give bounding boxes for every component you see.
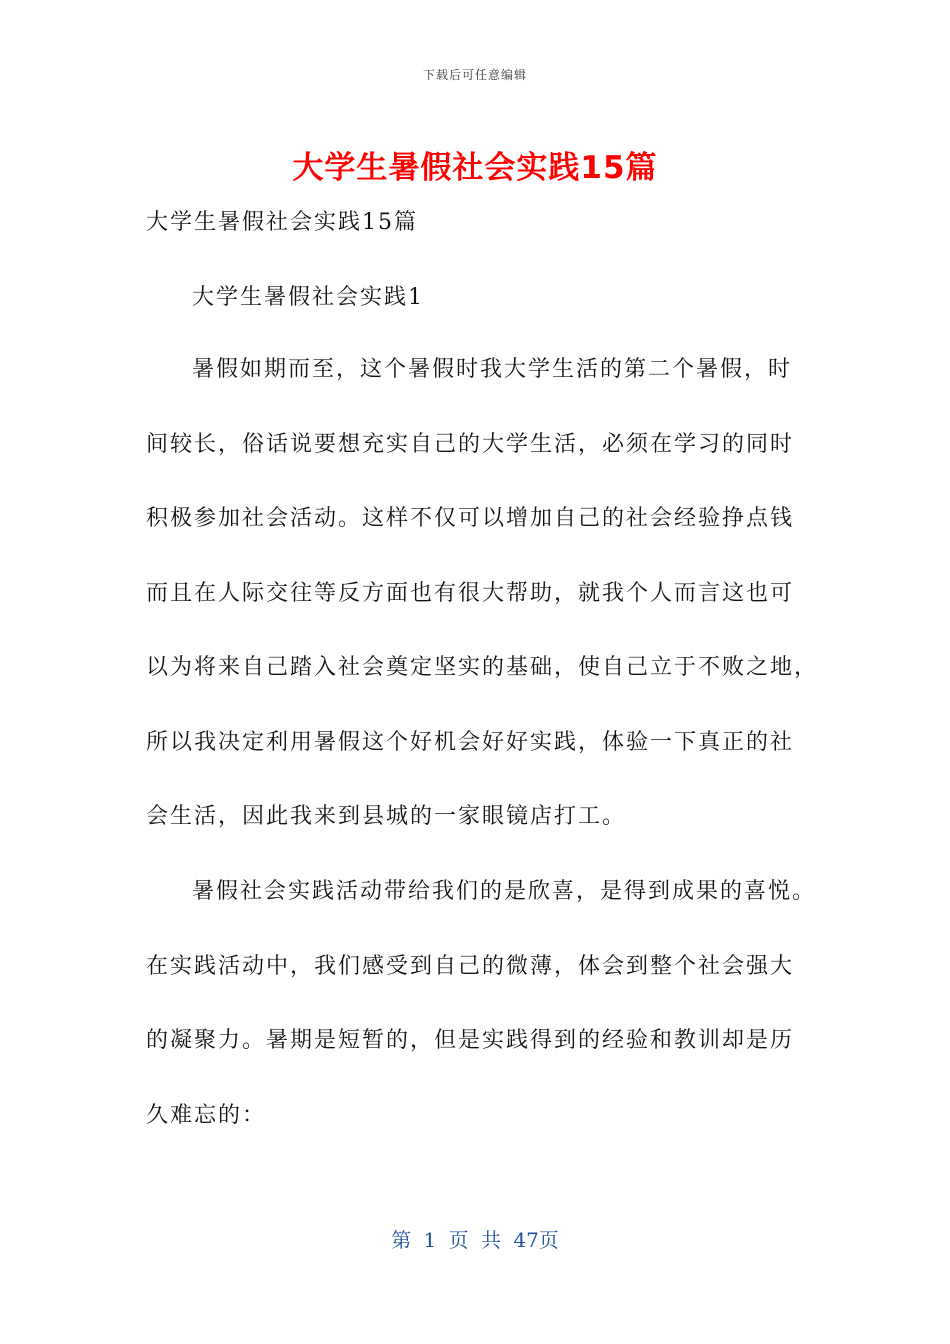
paragraph-line: 积极参加社会活动。这样不仅可以增加自己的社会经验挣点钱	[146, 506, 795, 531]
paragraph-2	[146, 877, 817, 1175]
paragraph-1	[146, 355, 819, 877]
paragraph-line: 以为将来自己踏入社会奠定坚实的基础，使自己立于不败之地，	[146, 655, 819, 680]
document-subtitle: 大学生暑假社会实践15篇	[146, 210, 418, 235]
section-heading: 大学生暑假社会实践1	[192, 285, 424, 310]
document-title: 大学生暑假社会实践15篇	[292, 150, 658, 186]
header-note: 下载后可任意编辑	[422, 68, 527, 82]
paragraph-line: 而且在人际交往等反方面也有很大帮助，就我个人而言这也可	[146, 580, 795, 606]
paragraph-line: 间较长，俗话说要想充实自己的大学生活，必须在学习的同时	[146, 431, 795, 457]
paragraph-line: 的凝聚力。暑期是短暂的，但是实践得到的经验和教训却是历	[146, 1028, 795, 1053]
paragraph-line: 暑假如期而至，这个暑假时我大学生活的第二个暑假，时	[192, 357, 793, 382]
paragraph-line: 所以我决定利用暑假这个好机会好好实践，体验一下真正的社	[146, 729, 795, 755]
paragraph-line: 久难忘的：	[146, 1102, 267, 1128]
paragraph-line: 在实践活动中，我们感受到自己的微薄，体会到整个社会强大	[146, 953, 795, 979]
paragraph-line: 暑假社会实践活动带给我们的是欣喜，是得到成果的喜悦。	[192, 879, 817, 904]
paragraph-line: 会生活，因此我来到县城的一家眼镜店打工。	[146, 804, 627, 829]
page-number-footer: 第 1 页 共 47页	[391, 1228, 559, 1252]
